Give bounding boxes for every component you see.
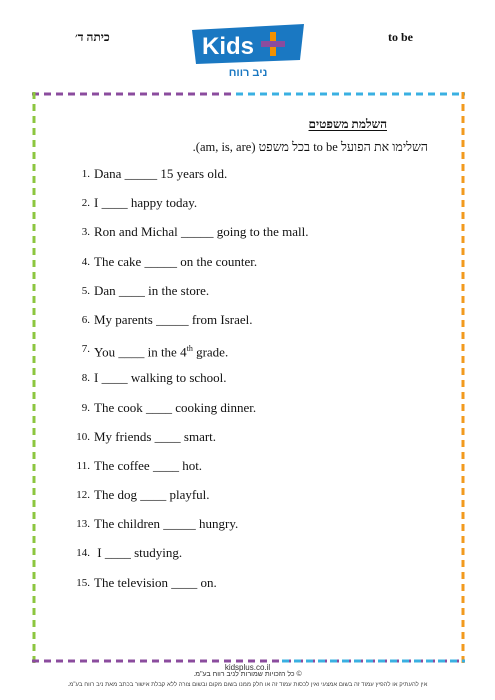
question-item (76, 222, 416, 251)
question-number: 14. (76, 547, 90, 560)
question-item (76, 543, 416, 572)
question-number: 5. (81, 284, 90, 297)
footer-copyright: © כל הזכויות שמורות לניב רווח בע"מ. (193, 671, 302, 678)
question-number: 11. (76, 459, 90, 472)
question-item (76, 164, 416, 193)
exercise-title: השלמת משפטים (308, 117, 387, 131)
question-number: 8. (81, 372, 90, 385)
question-text: The dog ____ playful. (94, 487, 210, 503)
question-item (76, 193, 416, 222)
question-text: Dana _____ 15 years old. (94, 166, 228, 181)
question-text: The cook ____ cooking dinner. (94, 399, 257, 415)
question-number: 12. (76, 489, 90, 502)
question-text: The coffee ____ hot. (94, 457, 203, 473)
question-item (76, 485, 416, 514)
question-text: Ron and Michal _____ going to the mall. (94, 224, 309, 240)
question-item (76, 252, 416, 281)
footer-url: kidsplus.co.il (224, 663, 271, 672)
question-item (76, 573, 416, 602)
question-number: 13. (76, 518, 90, 531)
question-item (76, 514, 416, 543)
question-item (76, 427, 416, 456)
question-number: 7. (81, 343, 90, 356)
exercise-instruction: השלימו את הפועל to be בכל משפט (am, is, are). (192, 140, 428, 154)
svg-text:ניב רווח: ניב רווח (228, 67, 268, 78)
question-text: I ____ happy today. (94, 195, 198, 211)
question-number: 3. (81, 226, 90, 239)
question-number: 2. (81, 197, 90, 210)
question-text: The children _____ hungry. (94, 516, 239, 532)
question-text: You ____ in the 4th grade. (94, 344, 229, 360)
question-text: The cake _____ on the counter. (94, 253, 258, 269)
question-list (76, 164, 416, 602)
question-item (76, 281, 416, 310)
header-topic: to be (388, 30, 413, 44)
footer-notice: אין להעתיק או להפיץ עמוד זה בשום אמצעי ואין לכסות עמוד זה או חלק ממנו בשום מקום ובשום צורה ללא קבלת אישור בכתב מאת ניב רווח בע"מ. (67, 682, 428, 688)
question-text: My parents _____ from Israel. (94, 311, 253, 327)
question-text: The television ____ on. (94, 574, 217, 590)
question-item (76, 398, 416, 427)
question-number: 9. (81, 401, 90, 414)
question-item (76, 310, 416, 339)
kids-plus-logo (188, 20, 308, 78)
header-grade: כיתה ד׳ (75, 30, 110, 44)
question-number: 6. (81, 313, 90, 326)
question-text: My friends ____ smart. (94, 428, 217, 444)
question-item (76, 339, 416, 368)
question-item (76, 368, 416, 397)
question-text: I ____ studying. (94, 545, 183, 561)
question-number: 10. (76, 430, 90, 443)
question-number: 15. (76, 576, 90, 589)
svg-text:Kids: Kids (202, 33, 255, 60)
ordinal-suffix: th (186, 344, 193, 354)
question-text: I ____ walking to school. (94, 370, 227, 386)
question-text: Dan ____ in the store. (94, 282, 210, 298)
question-number: 1. (81, 168, 90, 180)
question-item (76, 456, 416, 485)
question-number: 4. (81, 255, 90, 268)
